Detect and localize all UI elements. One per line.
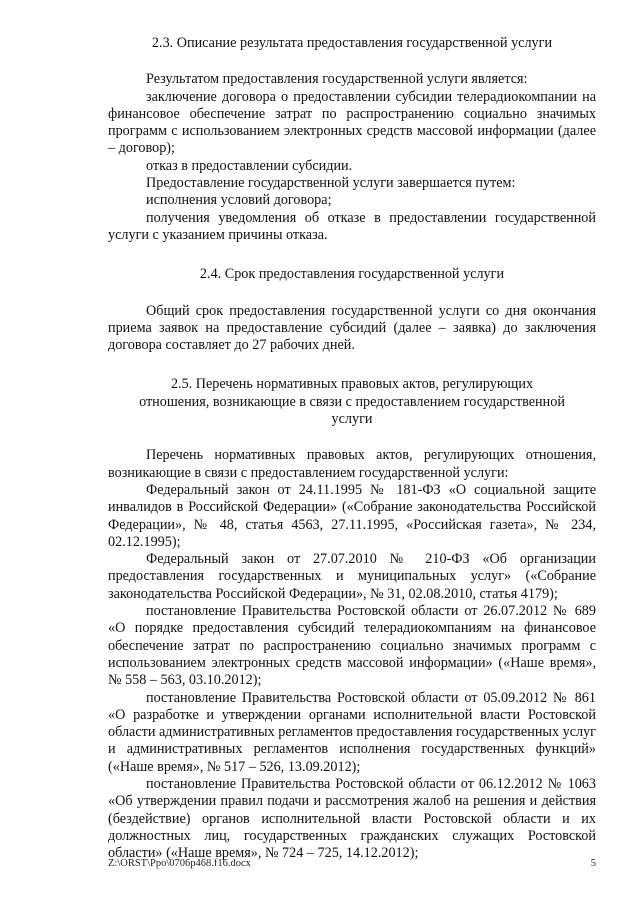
paragraph: Общий срок предоставления государственной услуги со дня окончания приема заявок на предоставление субсидий (далее – заявка) до заключения договора составляет до 27 рабочих дней. [108, 302, 596, 354]
paragraph: постановление Правительства Ростовской области от 05.09.2012 № 861 «О разработке и утверждении органами исполнительной власти Ростовской области административных регламентов предоставления государственных услуг и административных регламентов исполнения государственных функций» («Наше время», № 517 – 526, 13.09.2012); [108, 689, 596, 775]
section-2-4-heading: 2.4. Срок предоставления государственной услуги [199, 266, 505, 283]
section-2-3-heading: 2.3. Описание результата предоставления государственной услуги [151, 35, 553, 51]
paragraph: исполнения условий договора; [146, 192, 332, 209]
document-body [108, 35, 596, 862]
paragraph: заключение договора о предоставлении субсидии телерадиокомпании на финансовое обеспечение затрат по распространению социально значимых программ с использованием электронных средств массовой информации (далее – договор); [108, 88, 596, 157]
paragraph: Федеральный закон от 24.11.1995 № 181-ФЗ «О социальной защите инвалидов в Российской Федерации» («Собрание законодательства Российской Федерации», № 48, статья 4563, 27.11.1995, «Российская газета», № 234, 02.12.1995); [108, 481, 596, 550]
page-number: 5 [590, 858, 596, 869]
section-2-5-heading: 2.5. Перечень нормативных правовых актов, регулирующих отношения, возникающие в связи с предоставлением государственной услуги [139, 376, 565, 428]
paragraph: Результатом предоставления государственной услуги является: [146, 71, 528, 88]
file-path: Z:\ORST\Ppo\0706p468.f16.docx [108, 858, 251, 869]
paragraph: Предоставление государственной услуги завершается путем: [146, 175, 516, 192]
paragraph: получения уведомления об отказе в предоставлении государственной услуги с указанием причины отказа. [108, 209, 596, 243]
paragraph: постановление Правительства Ростовской области от 06.12.2012 № 1063 «Об утверждении правил подачи и рассмотрения жалоб на решения и действия (бездействие) органов исполнительной власти Ростовской области и их должностных лиц, государственных гражданских служащих Ростовской области» («Наше время», № 724 – 725, 14.12.2012); [108, 775, 596, 862]
paragraph: Федеральный закон от 27.07.2010 № 210-ФЗ «Об организации предоставления государственных и муниципальных услуг» («Собрание законодательства Российской Федерации», № 31, 02.08.2010, статья 4179); [108, 551, 596, 602]
paragraph: Перечень нормативных правовых актов, регулирующих отношения, возникающие в связи с предоставлением государственной услуги: [108, 447, 596, 481]
paragraph: постановление Правительства Ростовской области от 26.07.2012 № 689 «О порядке предоставления субсидий телерадиокомпаниям на финансовое обеспечение затрат по распространению социально значимых программ с использованием электронных средств массовой информации» («Наше время», № 558 – 563, 03.10.2012); [108, 603, 596, 689]
paragraph: отказ в предоставлении субсидии. [146, 157, 353, 174]
